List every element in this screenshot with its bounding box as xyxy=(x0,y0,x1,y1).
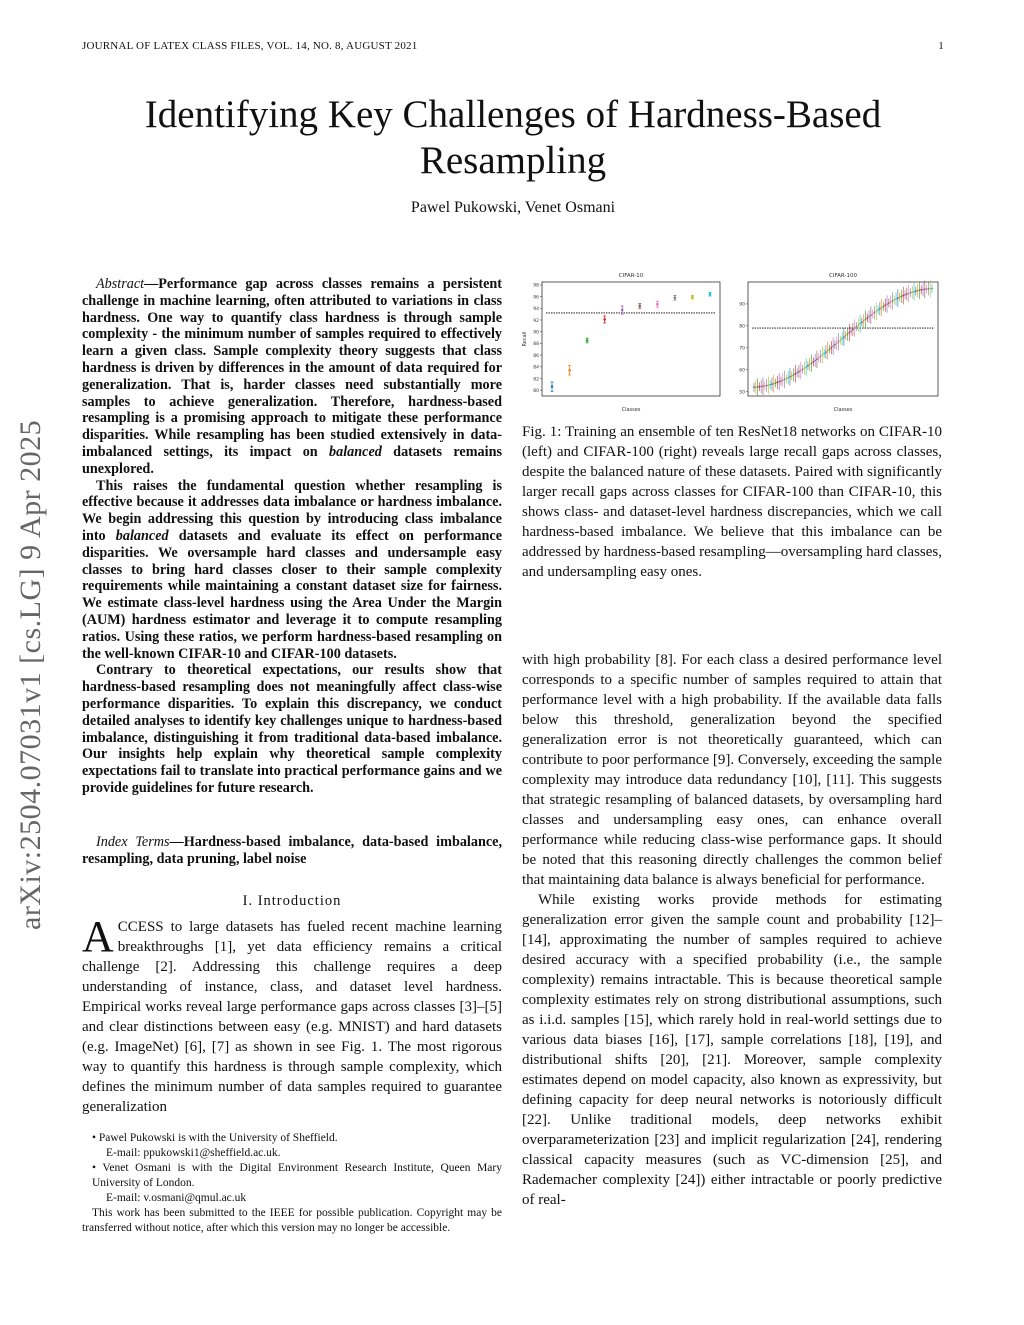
paper-title xyxy=(82,92,944,184)
data-point xyxy=(769,384,771,386)
data-point xyxy=(800,370,802,372)
y-tick-label: 84 xyxy=(533,365,539,371)
data-point xyxy=(638,305,641,308)
data-point xyxy=(789,376,791,378)
data-point xyxy=(843,336,845,338)
abstract-paragraph-3: Contrary to theoretical expectations, our results show that hardness-based resampling does not meaningfully affect class-wise performance disparities. To explain this discrepancy, we conduct detailed analyses to identify key challenges unique to hardness-based imbalance, distinguishing it from traditional data-based imbalance. Our insights help explain why theoretical sample complexity expectations fail to translate into practical performance gains and we provide guidelines for future research. xyxy=(82,662,502,796)
data-point xyxy=(621,309,624,312)
data-point xyxy=(764,385,766,387)
y-tick-label: 60 xyxy=(739,368,745,374)
data-point xyxy=(890,301,892,303)
data-point xyxy=(586,339,589,342)
data-point xyxy=(796,372,798,374)
journal-header: JOURNAL OF LATEX CLASS FILES, VOL. 14, NO. 8, AUGUST 2021 xyxy=(82,40,418,52)
figure-1 xyxy=(522,268,942,416)
data-point xyxy=(784,379,786,381)
body-paragraph-1: with high probability [8]. For each class a desired performance level corresponds to a specific number of samples required to attain that performance level with a high probability. If the available data falls below this threshold, generalization beyond the specified generalization error is not theoretically guaranteed, which can contribute to poor performance [9]. Conversely, exceeding the sample complexity may introduce data redundancy [10], [11]. This suggests that strategic resampling of balanced datasets, by oversampling hard classes and undersampling easy ones, can enhance overall performance while reducing class-wise performance gaps. It should be noted that this reasoning directly challenges the common belief that maintaining data balance is always beneficial for performance. xyxy=(522,652,942,888)
section-heading-introduction: I. Introduction xyxy=(242,893,342,909)
data-point xyxy=(908,293,910,295)
chart-cifar100 xyxy=(739,273,938,413)
y-tick-label: 80 xyxy=(739,324,745,330)
data-point xyxy=(803,367,805,369)
data-point xyxy=(920,289,922,291)
data-point xyxy=(870,314,872,316)
chart-cifar10 xyxy=(522,273,720,413)
data-point xyxy=(848,332,850,334)
data-point xyxy=(847,333,849,335)
chart-title: CIFAR-100 xyxy=(829,273,857,279)
intro-text xyxy=(82,912,502,1117)
data-point xyxy=(753,386,755,388)
arxiv-stamp: arXiv:2504.07031v1 [cs.LG] 9 Apr 2025 xyxy=(14,419,47,930)
y-tick-label: 88 xyxy=(533,342,539,348)
data-point xyxy=(785,378,787,380)
y-tick-label: 80 xyxy=(533,388,539,394)
data-point xyxy=(820,356,822,358)
data-point xyxy=(865,318,867,320)
data-point xyxy=(857,324,859,326)
data-point xyxy=(771,383,773,385)
footnote-email-2: E-mail: v.osmani@qmul.ac.uk xyxy=(106,1192,247,1204)
data-point xyxy=(551,385,554,388)
data-point xyxy=(674,296,677,299)
y-tick-label: 90 xyxy=(533,330,539,336)
data-point xyxy=(872,313,874,315)
data-point xyxy=(838,341,840,343)
data-point xyxy=(922,289,924,291)
footnote-author-1: • Pawel Pukowski is with the University of Sheffield. xyxy=(92,1132,338,1144)
data-point xyxy=(755,386,757,388)
abstract xyxy=(82,276,502,797)
data-point xyxy=(816,358,818,360)
data-point xyxy=(787,377,789,379)
data-point xyxy=(829,348,831,350)
body-paragraph-2: While existing works provide methods for estimating generalization error given the sample count and probability [12]–[14], approximating the number of samples required to achieve desired accuracy with a specified probability (i.e., the sample complexity) remains intractable. This is because theoretical sample complexity estimates rely on strong distributional assumptions, such as i.i.d. samples [15], which rarely hold in real-world settings due to various data biases [16], [17], sample correlations [18], [19], and distributional shifts [20], [21]. Moreover, sample complexity estimates depend on model capacity, also known as expressivity, but defining capacity for deep neural networks is notoriously difficult [22]. Unlike traditional models, deep networks exhibit overparameterization [23] and implicit regularization [24], rendering classical capacity measures (such as VC-dimension [25], and Rademacher complexity [24]) either intractable or poorly predictive of real- xyxy=(522,892,942,1208)
chart-title: CIFAR-10 xyxy=(618,273,644,279)
data-point xyxy=(767,384,769,386)
x-axis-label: Classes xyxy=(621,407,641,413)
y-tick-label: 86 xyxy=(533,353,539,359)
data-point xyxy=(929,288,931,290)
author-list: Pawel Pukowski, Venet Osmani xyxy=(410,199,616,216)
data-point xyxy=(775,382,777,384)
data-point xyxy=(902,295,904,297)
y-axis-label: Recall xyxy=(522,331,528,347)
y-tick-label: 82 xyxy=(533,377,539,383)
data-point xyxy=(917,290,919,292)
data-point xyxy=(802,369,804,371)
data-point xyxy=(877,309,879,311)
data-point xyxy=(762,385,764,387)
footnote-author-2: • Venet Osmani is with the Digital Environment Research Institute, Queen Mary University of London. xyxy=(92,1162,502,1189)
data-point xyxy=(827,350,829,352)
data-point xyxy=(886,303,888,305)
data-point xyxy=(904,294,906,296)
data-point xyxy=(881,307,883,309)
data-point xyxy=(823,353,825,355)
data-point xyxy=(814,360,816,362)
y-tick-label: 92 xyxy=(533,318,539,324)
data-point xyxy=(874,312,876,314)
data-point xyxy=(883,305,885,307)
data-point xyxy=(868,316,870,318)
data-point xyxy=(568,369,571,372)
data-point xyxy=(911,291,913,293)
data-point xyxy=(807,365,809,367)
plot-frame xyxy=(748,282,938,396)
data-point xyxy=(863,320,865,322)
data-point xyxy=(709,293,712,296)
x-axis-label: Classes xyxy=(833,407,853,413)
footnote-email-1: E-mail: ppukowski1@sheffield.ac.uk. xyxy=(106,1147,281,1159)
data-point xyxy=(931,288,933,290)
data-point xyxy=(895,298,897,300)
data-point xyxy=(832,345,834,347)
data-point xyxy=(899,296,901,298)
data-point xyxy=(773,383,775,385)
data-point xyxy=(841,338,843,340)
intro-paragraph-1: ACCESS to large datasets has fueled recent machine learning breakthroughs [1], yet data efficiency remains a critical challenge [2]. Addressing this challenge requires a deep understanding of instance, class, and dataset level hardness. Empirical works reveal large performance gaps across classes [3]–[5] and clear distinctions between easy (e.g. MNIST) and hard datasets (e.g. ImageNet) [6], [7] as shown in see Fig. 1. The most rigorous way to quantify this hardness is through sample complexity, which defines the minimum number of data samples required to guarantee generalization xyxy=(82,912,502,1115)
data-point xyxy=(836,342,838,344)
data-point xyxy=(821,354,823,356)
data-point xyxy=(793,374,795,376)
data-point xyxy=(845,335,847,337)
page-number: 1 xyxy=(938,40,944,52)
title-line-1: Identifying Key Challenges of Hardness-Based xyxy=(144,93,882,136)
data-point xyxy=(859,323,861,325)
data-point xyxy=(879,308,881,310)
data-point xyxy=(866,317,868,319)
data-point xyxy=(830,347,832,349)
data-point xyxy=(892,300,894,302)
data-point xyxy=(854,327,856,329)
data-point xyxy=(926,288,928,290)
data-point xyxy=(888,302,890,304)
data-point xyxy=(818,357,820,359)
y-tick-label: 98 xyxy=(533,283,539,289)
data-point xyxy=(811,362,813,364)
abstract-paragraph-1: Abstract—Performance gap across classes remains a persistent challenge in machine learning, often attributed to variations in class hardness. One way to quantify class hardness is through sample complexity - the minimum number of samples required to effectively learn a given class. Sample complexity theory suggests that class hardness is driven by differences in the amount of data required for generalization. That is, harder classes need substantially more samples to achieve generalization. Therefore, hardness-based resampling is a promising approach to mitigate these performance disparities. While resampling has been studied extensively in data-imbalanced settings, its impact on balanced datasets remains unexplored. xyxy=(82,276,502,477)
y-tick-label: 50 xyxy=(739,390,745,396)
data-point xyxy=(906,293,908,295)
footnotes xyxy=(82,1131,502,1236)
abstract-label: Abstract xyxy=(96,276,145,292)
data-point xyxy=(897,297,899,299)
figure-1-caption: Fig. 1: Training an ensemble of ten ResNet18 networks on CIFAR-10 (left) and CIFAR-100 (right) reveals large recall gaps across classes, despite the balanced nature of these datasets. Paired with significantly larger recall gaps across classes for CIFAR-100 than CIFAR-10, this shows class- and dataset-level hardness discrepancies, which we call hardness-based imbalance. We believe that this imbalance can be addressed by hardness-based resampling—oversampling hard classes, and undersampling easy ones. xyxy=(522,424,942,580)
data-point xyxy=(852,329,854,331)
abstract-paragraph-2: This raises the fundamental question whether resampling is effective because it addresses data imbalance or hardness imbalance. We begin addressing this question by introducing class imbalance into balanced datasets and evaluate its effect on performance disparities. We oversample hard classes and undersample easy classes to bring hard classes closer to their sample complexity requirements while maintaining a constant dataset size for fairness. We estimate class-level hardness using the Area Under the Margin (AUM) hardness estimator and leverage it to compute resampling ratios. Using these ratios, we perform hardness-based resampling on the well-known CIFAR-10 and CIFAR-100 datasets. xyxy=(82,477,502,662)
data-point xyxy=(834,344,836,346)
data-point xyxy=(798,371,800,373)
data-point xyxy=(861,321,863,323)
data-point xyxy=(884,304,886,306)
data-point xyxy=(875,310,877,312)
data-point xyxy=(776,381,778,383)
data-point xyxy=(825,351,827,353)
data-point xyxy=(691,296,694,299)
data-point xyxy=(656,303,659,306)
data-point xyxy=(782,379,784,381)
data-point xyxy=(850,330,852,332)
data-point xyxy=(928,288,930,290)
data-point xyxy=(758,386,760,388)
data-point xyxy=(893,299,895,301)
data-point xyxy=(856,326,858,328)
data-point xyxy=(901,295,903,297)
title-line-2: Resampling xyxy=(419,139,607,182)
y-tick-label: 90 xyxy=(739,302,745,308)
data-point xyxy=(603,318,606,321)
data-point xyxy=(766,385,768,387)
data-point xyxy=(794,373,796,375)
data-point xyxy=(780,380,782,382)
data-point xyxy=(924,288,926,290)
data-point xyxy=(839,339,841,341)
y-tick-label: 96 xyxy=(533,295,539,301)
data-point xyxy=(913,291,915,293)
drop-cap: A xyxy=(82,912,114,961)
data-point xyxy=(778,381,780,383)
running-head xyxy=(82,40,944,52)
index-terms: Index Terms—Hardness-based imbalance, data-based imbalance, resampling, data pruning, label noise xyxy=(82,834,502,867)
index-terms-label: Index Terms xyxy=(96,834,170,850)
index-terms-text: Hardness-based imbalance, data-based imbalance, resampling, data pruning, label noise xyxy=(82,834,502,867)
data-point xyxy=(791,375,793,377)
data-point xyxy=(757,386,759,388)
data-point xyxy=(805,366,807,368)
y-tick-label: 94 xyxy=(533,307,539,313)
data-point xyxy=(812,361,814,363)
data-point xyxy=(910,292,912,294)
data-point xyxy=(915,290,917,292)
y-tick-label: 70 xyxy=(739,346,745,352)
data-point xyxy=(760,386,762,388)
data-point xyxy=(809,364,811,366)
data-point xyxy=(919,289,921,291)
right-column-text xyxy=(522,650,942,1210)
footnote-ieee-notice: This work has been submitted to the IEEE for possible publication. Copyright may be transferred without notice, after which this version may no longer be accessible. xyxy=(82,1207,502,1234)
